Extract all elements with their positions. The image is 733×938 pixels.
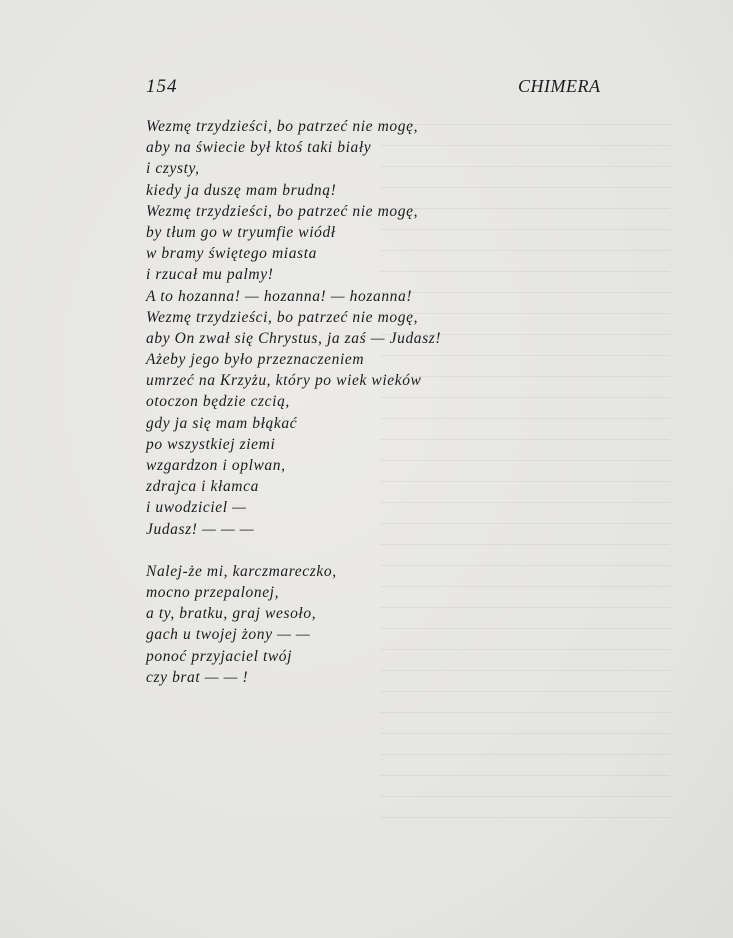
- poem-line: i rzucał mu palmy!: [146, 266, 274, 284]
- stanza-gap: [146, 540, 666, 561]
- poem-line: zdrajca i kłamca: [146, 478, 259, 496]
- page-number: 154: [146, 76, 178, 97]
- poem-line: po wszystkiej ziemi: [146, 435, 276, 453]
- poem-line: A to hozanna! — hozanna! — hozanna!: [146, 287, 413, 305]
- running-title: CHIMERA: [518, 76, 601, 96]
- poem-line: i uwodziciel —: [146, 499, 247, 517]
- poem-line: mocno przepalonej,: [146, 583, 280, 601]
- poem-line: Wezmę trzydzieści, bo patrzeć nie mogę,: [146, 308, 419, 326]
- poem-line: w bramy świętego miasta: [146, 245, 317, 263]
- poem-body: [146, 116, 666, 688]
- poem-line: kiedy ja duszę mam brudną!: [146, 181, 337, 199]
- poem-line: ponoć przyjaciel twój: [146, 647, 293, 665]
- poem-line: otoczon będzie czcią,: [146, 393, 290, 411]
- poem-line: wzgardzon i oplwan,: [146, 457, 286, 474]
- poem-line: a ty, bratku, graj wesoło,: [146, 605, 317, 623]
- poem-line: by tłum go w tryumfie wiódł: [146, 223, 336, 241]
- poem-line: gdy ja się mam błąkać: [146, 414, 298, 432]
- poem-line: czy brat — — !: [146, 668, 249, 686]
- poem-line: Judasz! — — —: [146, 520, 255, 538]
- poem-line: Nalej-że mi, karczmareczko,: [146, 562, 337, 580]
- stanza-2: [146, 561, 666, 688]
- poem-line: Wezmę trzydzieści, bo patrzeć nie mogę,: [146, 202, 419, 220]
- poem-line: aby On zwał się Chrystus, ja zaś — Judasz!: [146, 329, 442, 347]
- poem-line: umrzeć na Krzyżu, który po wiek wieków: [146, 372, 422, 390]
- poem-line: Ażeby jego było przeznaczeniem: [146, 351, 365, 369]
- poem-line: i czysty,: [146, 160, 200, 178]
- poem-line: gach u twojej żony — —: [146, 626, 311, 644]
- poem-line: aby na świecie był ktoś taki biały: [146, 139, 372, 157]
- stanza-1: [146, 116, 666, 540]
- poem-line: Wezmę trzydzieści, bo patrzeć nie mogę,: [146, 118, 419, 135]
